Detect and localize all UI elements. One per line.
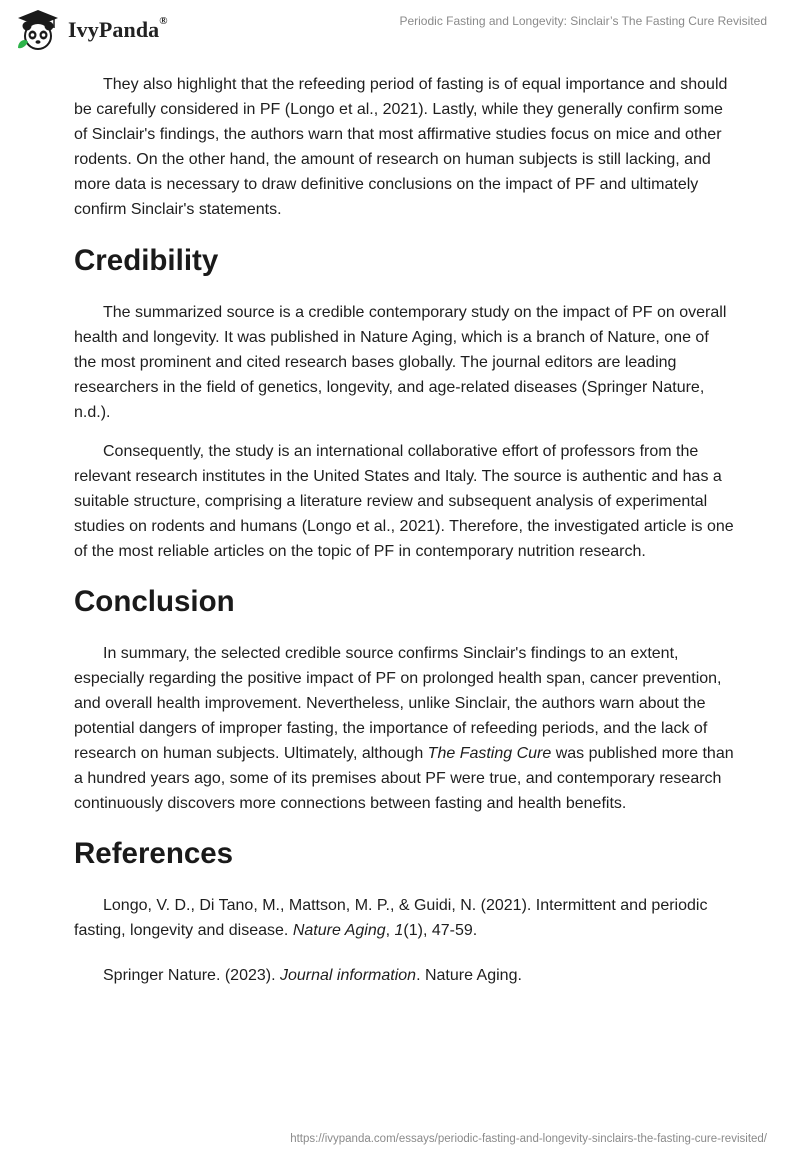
page-header	[0, 0, 800, 60]
reference-springer: Springer Nature. (2023). Journal information. Nature Aging.	[103, 967, 522, 984]
document-title: Periodic Fasting and Longevity: Sinclair’s The Fasting Cure Revisited	[399, 14, 767, 28]
paragraph-collaboration: Consequently, the study is an international collaborative effort of professors from the relevant research institutes in the United States and Italy. The source is authentic and has a suitable structure, comprising a literature review and subsequent analysis of experimental studies on rodents and humans (Longo et al., 2021). Therefore, the investigated article is one of the most reliable articles on the topic of PF in contemporary nutrition research.	[74, 443, 734, 560]
heading-references: References	[74, 837, 234, 870]
brand-name: IvyPanda®	[68, 15, 168, 42]
panda-logo-icon	[14, 8, 62, 52]
heading-credibility: Credibility	[74, 244, 219, 277]
paragraph-source-credibility: The summarized source is a credible contemporary study on the impact of PF on overall health and longevity. It was published in Nature Aging, which is a branch of Nature, one of the most prominent and cited research bases globally. The journal editors are leading researchers in the field of genetics, longevity, and age-related diseases (Springer Nature, n.d.).	[74, 304, 727, 421]
source-url[interactable]: https://ivypanda.com/essays/periodic-fasting-and-longevity-sinclairs-the-fasting-cure-revisited/	[290, 1133, 767, 1145]
book-title: The Fasting Cure	[427, 745, 552, 762]
ivypanda-logo[interactable]	[14, 8, 168, 52]
heading-conclusion: Conclusion	[74, 585, 235, 618]
paragraph-conclusion: In summary, the selected credible source confirms Sinclair's findings to an extent, especially regarding the positive impact of PF on prolonged health span, cancer prevention, and overall health improvement. Nevertheless, unlike Sinclair, the authors warn about the potential dangers of improper fasting, the importance of refeeding periods, and the lack of research on human subjects. Ultimately, although The Fasting Cure was published more than a hundred years ago, some of its premises about PF were true, and contemporary research continuously discovers more connections between fasting and health benefits.	[74, 645, 734, 812]
essay-body	[74, 72, 734, 988]
paragraph-refeeding: They also highlight that the refeeding period of fasting is of equal importance and should be carefully considered in PF (Longo et al., 2021). Lastly, while they generally confirm some of Sinclair's findings, the authors warn that most affirmative studies focus on mice and other rodents. On the other hand, the amount of research on human subjects is still lacking, and more data is necessary to draw definitive conclusions on the impact of PF and ultimately confirm Sinclair's statements.	[74, 76, 728, 218]
reference-longo: Longo, V. D., Di Tano, M., Mattson, M. P., & Guidi, N. (2021). Intermittent and periodic fasting, longevity and disease. Nature Aging, 1(1), 47-59.	[74, 897, 708, 939]
